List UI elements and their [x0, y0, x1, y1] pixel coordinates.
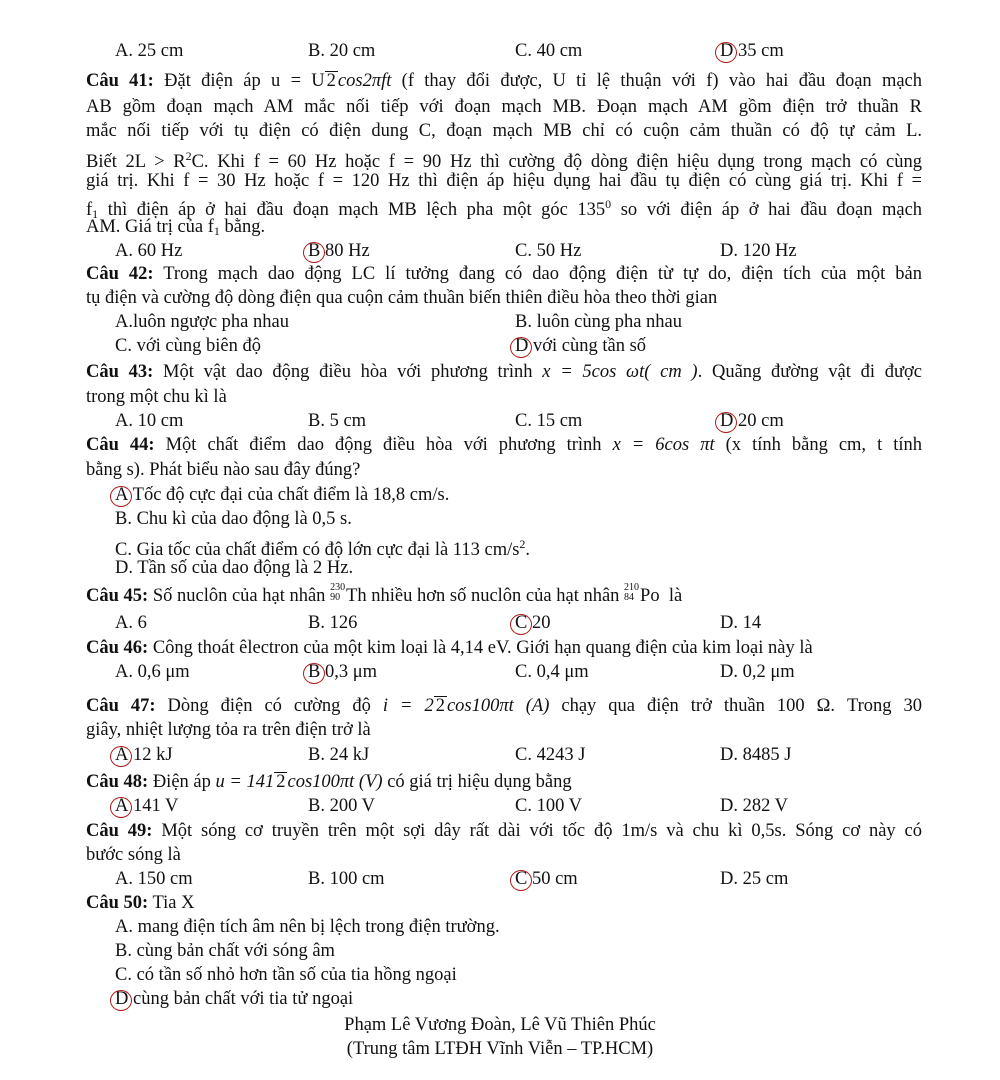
answer-option-selected[interactable]: A 12 kJ: [115, 745, 173, 765]
nuclide-notation: 210 84: [624, 582, 640, 603]
answer-option-selected[interactable]: C 20: [515, 613, 551, 633]
question-47-line: giây, nhiệt lượng tỏa ra trên điện trở là: [86, 720, 371, 740]
answer-option[interactable]: C. 100 V: [515, 796, 582, 816]
answer-option[interactable]: C. 4243 J: [515, 745, 586, 765]
answer-option[interactable]: D. 0,2 μm: [720, 662, 795, 682]
answer-option-selected[interactable]: D với cùng tần số: [515, 336, 647, 356]
question-46-line: Câu 46: Công thoát êlectron của một kim loại là 4,14 eV. Giới hạn quang điện của kim loại này là: [86, 638, 813, 658]
answer-option[interactable]: D. 120 Hz: [720, 241, 797, 261]
answer-option-selected[interactable]: B 0,3 μm: [308, 662, 378, 682]
answer-circle-mark: D: [720, 411, 734, 431]
answer-option[interactable]: A.luôn ngược pha nhau: [115, 312, 289, 332]
question-label: Câu 47:: [86, 696, 156, 716]
answer-circle-mark: A: [115, 745, 129, 765]
answer-option[interactable]: A. 150 cm: [115, 869, 193, 889]
answer-option-selected[interactable]: C 50 cm: [515, 869, 578, 889]
question-label: Câu 48:: [86, 772, 149, 792]
question-41-line: mắc nối tiếp với tụ điện có điện dung C, đoạn mạch MB chỉ có cuộn cảm thuần có độ tự cảm L.: [86, 121, 922, 141]
answer-option[interactable]: B. cùng bản chất với sóng âm: [115, 941, 335, 961]
answer-option-selected[interactable]: D 20 cm: [720, 411, 784, 431]
question-41-line: giá trị. Khi f = 30 Hz hoặc f = 120 Hz thì điện áp hiệu dụng hai đầu tụ điện có cùng giá trị. Khi f =: [86, 171, 922, 191]
answer-circle-mark: D: [720, 41, 734, 61]
answer-circle-mark: B: [308, 662, 321, 682]
answer-option[interactable]: A. 60 Hz: [115, 241, 183, 261]
answer-circle-mark: C: [515, 613, 528, 633]
answer-option[interactable]: A. mang điện tích âm nên bị lệch trong điện trường.: [115, 917, 500, 937]
answer-option[interactable]: C. Gia tốc của chất điểm có độ lớn cực đại là 113 $cm/s^2$.: [115, 537, 531, 560]
answer-option-selected[interactable]: D cùng bản chất với tia tử ngoại: [115, 989, 354, 1009]
answer-circle-mark: D: [515, 336, 529, 356]
answer-option[interactable]: C. 0,4 μm: [515, 662, 589, 682]
answer-option[interactable]: A. 25 cm: [115, 41, 184, 61]
question-label: Câu 43:: [86, 362, 154, 382]
answer-option[interactable]: B. Chu kì của dao động là 0,5 s.: [115, 509, 352, 529]
answer-circle-mark: A: [115, 796, 129, 816]
answer-option[interactable]: B. 24 kJ: [308, 745, 370, 765]
answer-option-selected[interactable]: D 35 cm: [720, 41, 784, 61]
answer-option[interactable]: C. 15 cm: [515, 411, 583, 431]
answer-option[interactable]: B. luôn cùng pha nhau: [515, 312, 682, 332]
question-48-line: Câu 48: Điện áp u = 141 2 cos100πt (V) có giá trị hiệu dụng bằng: [86, 772, 572, 792]
question-label: Câu 46:: [86, 638, 149, 658]
answer-option[interactable]: B. 5 cm: [308, 411, 367, 431]
answer-option[interactable]: D. 8485 J: [720, 745, 792, 765]
answer-option-selected[interactable]: B 80 Hz: [308, 241, 370, 261]
answer-option[interactable]: C. có tần số nhỏ hơn tần số của tia hồng ngoại: [115, 965, 457, 985]
question-label: Câu 41:: [86, 71, 154, 91]
question-label: Câu 44:: [86, 435, 155, 455]
answer-option[interactable]: B. 126: [308, 613, 358, 633]
question-label: Câu 50:: [86, 893, 149, 913]
footer-authors: Phạm Lê Vương Đoàn, Lê Vũ Thiên Phúc: [344, 1015, 656, 1035]
answer-option[interactable]: B. 100 cm: [308, 869, 385, 889]
question-42-line: tụ điện và cường độ dòng điện qua cuộn cảm thuần biến thiên điều hòa theo thời gian: [86, 288, 718, 308]
answer-option[interactable]: D. 282 V: [720, 796, 789, 816]
question-42-line: Câu 42: Trong mạch dao động LC lí tưởng đang có dao động điện từ tự do, điện tích của một bản: [86, 264, 923, 284]
nuclide-notation: 230 90: [330, 582, 346, 603]
answer-option[interactable]: A. 6: [115, 613, 147, 633]
question-49-line: Câu 49: Một sóng cơ truyền trên một sợi dây rất dài với tốc độ 1m/s và chu kì 0,5s. Sóng cơ này có: [86, 821, 923, 841]
footer-center: (Trung tâm LTĐH Vĩnh Viễn – TP.HCM): [346, 1039, 654, 1059]
question-41-line: Câu 41: Đặt điện áp u = U 2 cos2πft (f thay đổi được, U tỉ lệ thuận với f) vào hai đầu đoạn mạch: [86, 71, 923, 91]
question-43-line: Câu 43: Một vật dao động điều hòa với phương trình x = 5cos ωt( cm ). Quãng đường vật đi được: [86, 362, 923, 382]
question-43-line: trong một chu kì là: [86, 387, 227, 407]
answer-option-selected[interactable]: A Tốc độ cực đại của chất điểm là 18,8 cm/s.: [115, 485, 450, 505]
question-47-line: Câu 47: Dòng điện có cường độ i = 2 2 cos100πt (A) chạy qua điện trở thuần 100 Ω. Trong 30: [86, 696, 923, 716]
question-45-line: Câu 45: Số nuclôn của hạt nhân 230 90 Th nhiều hơn số nuclôn của hạt nhân 210 84 Po là: [86, 582, 683, 606]
answer-option[interactable]: A. 0,6 μm: [115, 662, 190, 682]
question-label: Câu 45:: [86, 586, 149, 606]
answer-circle-mark: A: [115, 485, 129, 505]
answer-option[interactable]: C. 40 cm: [515, 41, 583, 61]
answer-option[interactable]: C. 50 Hz: [515, 241, 582, 261]
answer-option[interactable]: D. 25 cm: [720, 869, 789, 889]
question-44-line: Câu 44: Một chất điểm dao động điều hòa với phương trình x = 6cos πt (x tính bằng cm, t tính: [86, 435, 923, 455]
answer-option[interactable]: D. 14: [720, 613, 762, 633]
question-50-line: Câu 50: Tia X: [86, 893, 195, 913]
question-label: Câu 49:: [86, 821, 153, 841]
question-label: Câu 42:: [86, 264, 154, 284]
question-41-line: Biết $2L > R^2C$. Khi f = 60 Hz hoặc f = 90 Hz thì cường độ dòng điện hiệu dụng trong mạch có cùng: [86, 149, 923, 172]
question-44-line: bằng s). Phát biểu nào sau đây đúng?: [86, 460, 361, 480]
answer-option[interactable]: A. 10 cm: [115, 411, 184, 431]
answer-circle-mark: D: [115, 989, 129, 1009]
question-41-line: AM. Giá trị của $f_1$ bằng.: [86, 217, 266, 238]
answer-circle-mark: B: [308, 241, 321, 261]
answer-option[interactable]: C. với cùng biên độ: [115, 336, 261, 356]
question-49-line: bước sóng là: [86, 845, 181, 865]
answer-option[interactable]: D. Tần số của dao động là 2 Hz.: [115, 558, 354, 578]
question-41-line: $f_1$ thì điện áp ở hai đầu đoạn mạch MB lệch pha một góc $135^0$ so với điện áp ở hai đầu đoạn mạch: [86, 197, 923, 221]
answer-option-selected[interactable]: A 141 V: [115, 796, 179, 816]
answer-option[interactable]: B. 20 cm: [308, 41, 376, 61]
answer-option[interactable]: B. 200 V: [308, 796, 375, 816]
question-41-line: AB gồm đoạn mạch AM mắc nối tiếp với đoạn mạch MB. Đoạn mạch AM gồm điện trở thuần R: [86, 97, 922, 117]
answer-circle-mark: C: [515, 869, 528, 889]
